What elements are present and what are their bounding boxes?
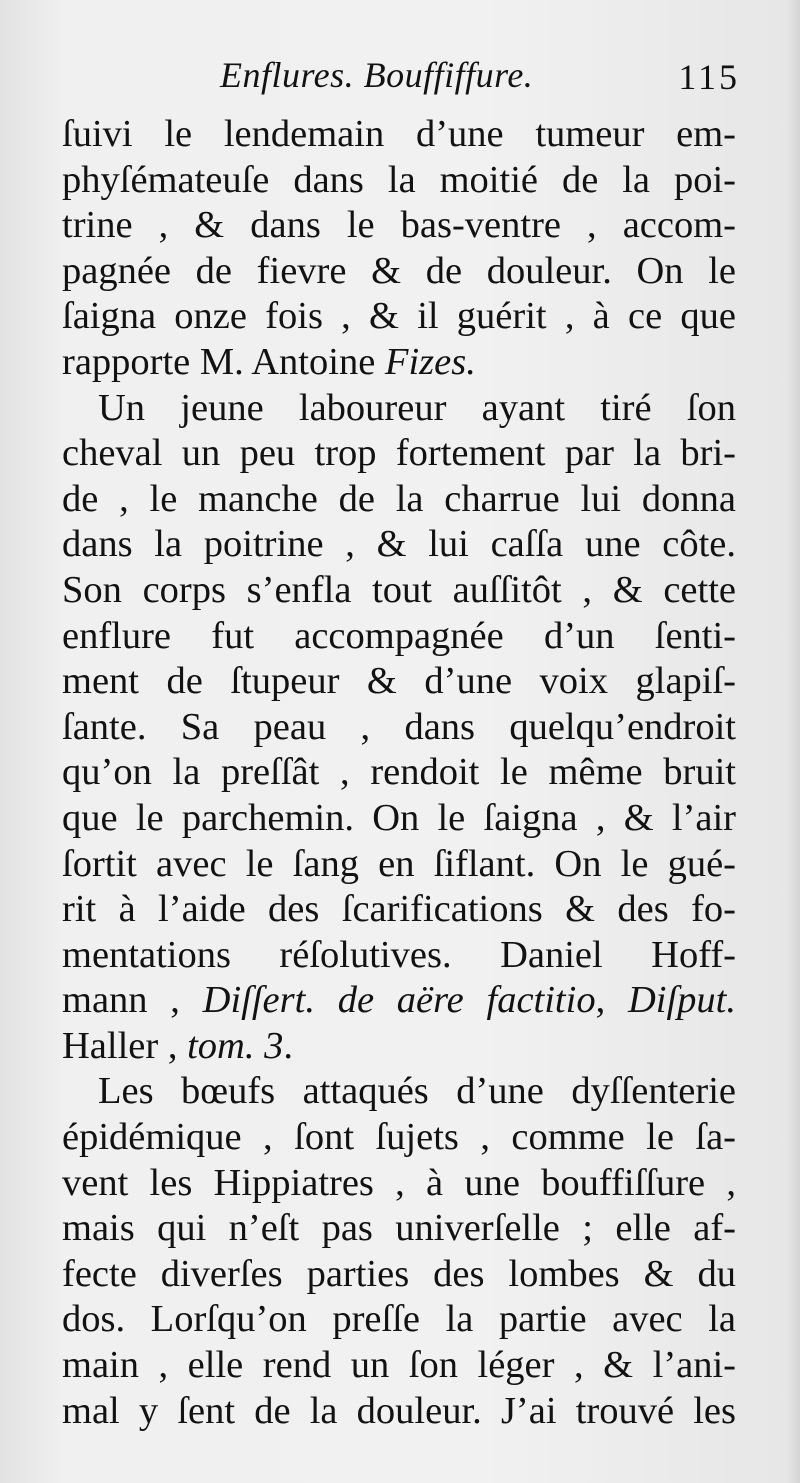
running-title: Enflures. Bouffiffure. — [220, 55, 534, 95]
text-run: dos. Lorſqu’on preſſe la partie avec la — [62, 1298, 736, 1341]
text-run: ment de ſtupeur & d’une voix glapiſ- — [62, 660, 736, 703]
text-line — [62, 431, 736, 477]
text-run: Un jeune laboureur ayant tiré ſon — [98, 386, 736, 429]
text-run: qu’on la preſſât , rendoit le même bruit — [62, 751, 736, 794]
text-line — [62, 705, 736, 751]
text-run: cheval un peu trop fortement par la bri- — [62, 432, 736, 475]
text-line — [62, 659, 736, 705]
text-line — [62, 249, 736, 295]
text-run: fecte diverſes parties des lombes & du — [62, 1252, 736, 1295]
text-line — [62, 522, 736, 568]
italic-text: Diſſert. de aëre factitio — [202, 979, 596, 1022]
text-run: rapporte M. Antoine — [62, 340, 385, 383]
text-run: ſaigna onze fois , & il guérit , à ce que — [62, 295, 736, 338]
text-line — [62, 158, 736, 204]
text-run: , — [595, 979, 628, 1022]
text-run: mentations réſolutives. Daniel Hoff- — [62, 933, 736, 976]
text-run: Les bœufs attaqués d’une dyſſenterie — [98, 1070, 736, 1113]
text-line — [62, 477, 736, 523]
text-line — [62, 1252, 736, 1298]
text-line — [62, 294, 736, 340]
body-text — [62, 112, 736, 1434]
italic-text: Diſput. — [627, 979, 736, 1022]
text-run: ſortit avec le ſang en ſiflant. On le gué- — [62, 842, 736, 885]
text-run: trine , & dans le bas-ventre , accom- — [62, 204, 736, 247]
text-run: pagnée de fievre & de douleur. On le — [62, 249, 736, 292]
text-run: vent les Hippiatres , à une bouffiſſure , — [62, 1161, 736, 1204]
text-line — [62, 1297, 736, 1343]
page-edge-shadow — [786, 0, 800, 1483]
italic-text: Fizes. — [384, 340, 476, 383]
text-line — [62, 1161, 736, 1207]
text-run: main , elle rend un ſon léger , & l’ani- — [62, 1344, 736, 1387]
text-line — [62, 796, 736, 842]
text-line — [62, 340, 736, 386]
text-line — [62, 933, 736, 979]
text-line — [62, 887, 736, 933]
text-run: . — [283, 1024, 293, 1067]
italic-text: tom. 3 — [187, 1024, 284, 1067]
text-run: de , le manche de la charrue lui donna — [62, 477, 736, 520]
text-line — [62, 978, 736, 1024]
text-run: épidémique , ſont ſujets , comme le ſa- — [62, 1116, 736, 1159]
text-line — [62, 1206, 736, 1252]
text-line — [62, 614, 736, 660]
text-run: ſuivi le lendemain d’une tumeur em- — [62, 113, 736, 155]
text-line — [62, 568, 736, 614]
text-line — [62, 1069, 736, 1115]
text-run: ſante. Sa peau , dans quelqu’endroit — [62, 705, 736, 748]
text-run: phyſémateuſe dans la moitié de la poi- — [62, 158, 736, 201]
running-head — [60, 54, 740, 104]
text-line — [62, 112, 736, 158]
text-line — [62, 386, 736, 432]
text-run: mal y ſent de la douleur. J’ai trouvé les — [62, 1389, 736, 1432]
text-line — [62, 1389, 736, 1435]
text-run: que le parchemin. On le ſaigna , & l’air — [62, 796, 736, 839]
page-number: 115 — [678, 57, 740, 97]
text-run: mais qui n’eſt pas univerſelle ; elle af- — [62, 1207, 736, 1250]
text-line — [62, 1115, 736, 1161]
text-run: enflure fut accompagnée d’un ſenti- — [62, 614, 736, 657]
text-line — [62, 750, 736, 796]
text-run: dans la poitrine , & lui caſſa une côte. — [62, 523, 736, 566]
text-run: Haller , — [62, 1024, 188, 1067]
text-line — [62, 842, 736, 888]
text-run: mann , — [62, 979, 203, 1022]
text-line — [62, 1343, 736, 1389]
text-line — [62, 1024, 736, 1070]
text-run: Son corps s’enfla tout auſſitôt , & cette — [62, 568, 736, 611]
text-line — [62, 203, 736, 249]
text-run: rit à l’aide des ſcarifications & des fo- — [62, 888, 736, 931]
